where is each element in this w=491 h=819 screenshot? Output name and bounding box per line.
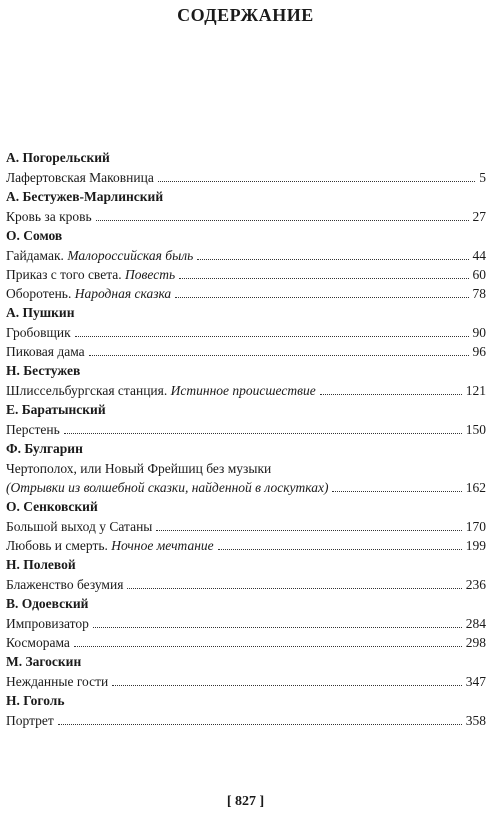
toc-entry [6,207,486,226]
author-name: А. Бестужев-Марлинский [6,189,164,204]
entry-title: Чертополох, или Новый Фрейшиц без музыки [6,461,272,476]
toc-entry [6,633,486,652]
entry-title: Пиковая дама [6,344,85,359]
entry-page: 121 [465,383,486,398]
dot-leader [127,587,461,589]
dot-leader [89,354,469,356]
author-name: А. Погорельский [6,150,110,165]
entry-page: 60 [472,267,486,282]
entry-subtitle: Истинное происшествие [170,383,316,398]
page-number: [ 827 ] [226,794,265,809]
dot-leader [156,529,461,531]
author-name: Е. Баратынский [6,402,106,417]
author-name: Ф. Булгарин [6,441,83,456]
dot-leader [58,723,462,725]
dot-leader [74,645,462,647]
dot-leader [332,490,461,492]
author-name: О. Сенковский [6,499,98,514]
entry-title: Приказ с того света. [6,267,126,282]
toc-entry [6,168,486,187]
entry-title: Гайдамак. [6,248,68,263]
entry-subtitle: Ночное мечтание [111,538,214,553]
author-name: Н. Гоголь [6,693,65,708]
entry-subtitle: Малороссийская быль [67,248,194,263]
toc-entry [6,284,486,303]
author-name: В. Одоевский [6,596,89,611]
author-name: А. Пушкин [6,305,75,320]
entry-page: 358 [465,713,486,728]
entry-title: Лафертовская Маковница [6,170,154,185]
entry-title: Нежданные гости [6,674,109,689]
entry-page: 78 [472,286,486,301]
dot-leader [158,180,475,182]
entry-title: Шлиссельбургская станция. [6,383,171,398]
toc-entry [6,265,486,284]
dot-leader [112,684,462,686]
entry-page: 96 [472,344,486,359]
entry-title: Импровизатор [6,616,89,631]
entry-page: 27 [472,209,486,224]
entry-title: Кровь за кровь [6,209,92,224]
entry-title: Гробовщик [6,325,71,340]
dot-leader [218,548,462,550]
table-of-contents [6,148,486,730]
entry-page: 5 [479,170,486,185]
entry-title: Портрет [6,713,54,728]
toc-entry [6,420,486,439]
dot-leader [197,258,468,260]
dot-leader [96,219,469,221]
toc-entry [6,614,486,633]
entry-page: 90 [472,325,486,340]
toc-entry [6,478,486,497]
author-name: О. Сомов [6,228,63,243]
toc-entry [6,323,486,342]
author-name: Н. Полевой [6,557,76,572]
dot-leader [93,626,462,628]
entry-page: 347 [465,674,486,689]
toc-entry [6,517,486,536]
entry-page: 150 [465,422,486,437]
entry-title: Любовь и смерть. [6,538,112,553]
toc-entry [6,575,486,594]
author-name: М. Загоскин [6,654,82,669]
page-title: СОДЕРЖАНИЕ [177,5,314,25]
dot-leader [64,432,462,434]
toc-entry [6,246,486,265]
dot-leader [179,277,468,279]
entry-title: Большой выход у Сатаны [6,519,153,534]
entry-subtitle: Народная сказка [74,286,172,301]
author-name: Н. Бестужев [6,363,81,378]
entry-page: 298 [465,635,486,650]
entry-title: Блаженство безумия [6,577,124,592]
toc-entry [6,711,486,730]
toc-entry [6,381,486,400]
entry-title: Косморама [6,635,70,650]
entry-page: 284 [465,616,486,631]
entry-page: 44 [472,248,486,263]
toc-entry [6,672,486,691]
entry-title: Оборотень. [6,286,75,301]
entry-page: 199 [465,538,486,553]
entry-title: Перстень [6,422,60,437]
dot-leader [75,335,469,337]
entry-page: 170 [465,519,486,534]
toc-entry [6,536,486,555]
entry-page: 236 [465,577,486,592]
entry-subtitle: Повесть [125,267,176,282]
dot-leader [175,296,468,298]
entry-subtitle: (Отрывки из волшебной сказки, найденной в лоскутках) [6,480,329,495]
entry-page: 162 [465,480,486,495]
toc-entry [6,342,486,361]
dot-leader [320,393,462,395]
